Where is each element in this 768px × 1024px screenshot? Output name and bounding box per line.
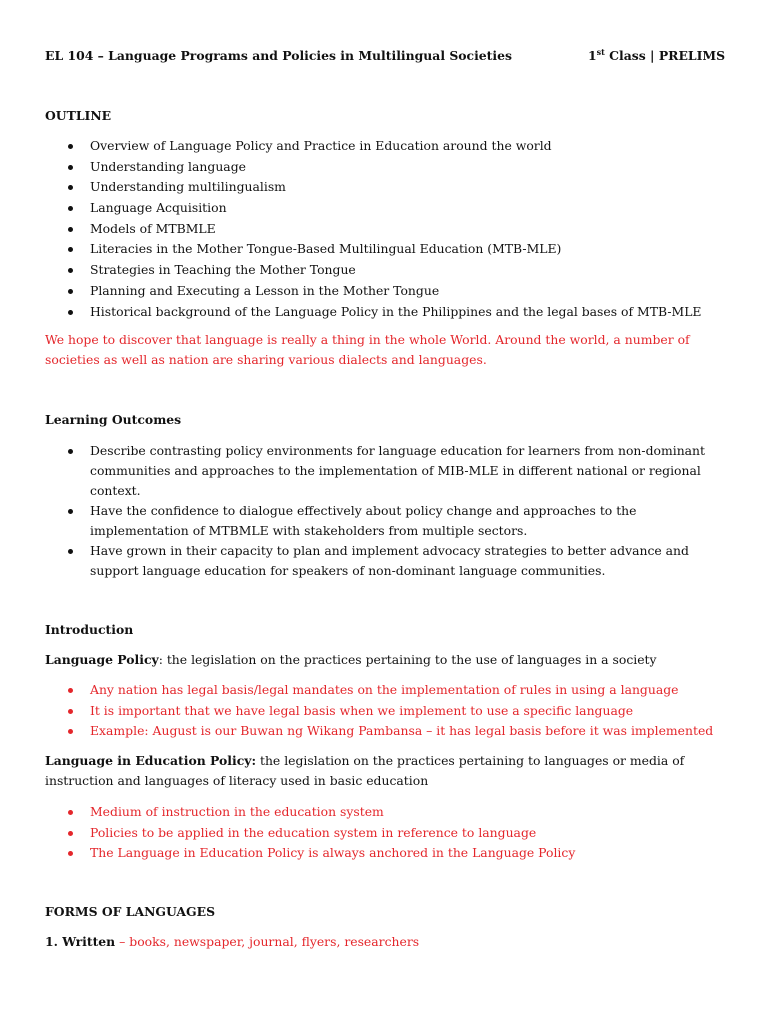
list-item xyxy=(45,541,745,581)
list-item: It is important that we have legal basis when we implement to use a specific language xyxy=(45,701,745,721)
learning-outcomes-list xyxy=(45,441,745,581)
item-line: Describe contrasting policy environments for language education for learners from non-dominant xyxy=(90,443,706,458)
definition-line: instruction and languages of literacy used in basic education xyxy=(45,773,429,788)
learning-outcomes-heading: Learning Outcomes xyxy=(45,412,182,427)
definition: the legislation on the practices pertaining to languages or media of xyxy=(256,753,685,768)
definition-line xyxy=(45,751,735,771)
item-line: communities and approaches to the implementation of MIB-MLE in different national or regional xyxy=(90,463,701,478)
term: Language Policy xyxy=(45,652,159,667)
term: Language in Education Policy: xyxy=(45,753,257,768)
written-examples: – books, newspaper, journal, flyers, researchers xyxy=(115,934,420,949)
class-label xyxy=(588,46,725,66)
item-line: Have the confidence to dialogue effectively about policy change and approaches to the xyxy=(90,503,637,518)
course-title: EL 104 – Language Programs and Policies in Multilingual Societies xyxy=(45,48,512,63)
list-item: Language Acquisition xyxy=(45,198,745,218)
class-number: 1 xyxy=(588,48,597,63)
list-item: Historical background of the Language Policy in the Philippines and the legal bases of MTB-MLE xyxy=(45,302,745,322)
list-item: Planning and Executing a Lesson in the Mother Tongue xyxy=(45,281,745,301)
item-line: context. xyxy=(90,483,141,498)
outline-list xyxy=(45,136,745,322)
list-item: Literacies in the Mother Tongue-Based Multilingual Education (MTB-MLE) xyxy=(45,239,745,259)
list-item: The Language in Education Policy is always anchored in the Language Policy xyxy=(45,843,745,863)
item-line: implementation of MTBMLE with stakeholders from multiple sectors. xyxy=(90,523,528,538)
outline-note xyxy=(45,330,735,370)
list-item: Policies to be applied in the education system in reference to language xyxy=(45,823,745,843)
note-line: We hope to discover that language is really a thing in the whole World. Around the world, a number of xyxy=(45,332,690,347)
class-term: Class | PRELIMS xyxy=(604,48,726,63)
written-form xyxy=(45,932,735,952)
definition: : the legislation on the practices pertaining to the use of languages in a society xyxy=(158,652,657,667)
list-item: Understanding multilingualism xyxy=(45,177,745,197)
note-line: societies as well as nation are sharing various dialects and languages. xyxy=(45,352,487,367)
forms-heading: FORMS OF LANGUAGES xyxy=(45,904,216,919)
item-line: Have grown in their capacity to plan and implement advocacy strategies to better advance and xyxy=(90,543,689,558)
written-label: 1. Written xyxy=(45,934,116,949)
education-policy-notes xyxy=(45,802,745,863)
list-item: Understanding language xyxy=(45,157,745,177)
class-ordinal: st xyxy=(596,47,605,57)
list-item xyxy=(45,441,745,501)
item-line: support language education for speakers of non-dominant language communities. xyxy=(90,563,606,578)
list-item: Models of MTBMLE xyxy=(45,219,745,239)
list-item: Overview of Language Policy and Practice in Education around the world xyxy=(45,136,745,156)
language-policy-definition xyxy=(45,650,735,670)
introduction-heading: Introduction xyxy=(45,622,134,637)
outline-heading: OUTLINE xyxy=(45,108,112,123)
list-item: Any nation has legal basis/legal mandates on the implementation of rules in using a language xyxy=(45,680,745,700)
list-item: Medium of instruction in the education system xyxy=(45,802,745,822)
list-item: Example: August is our Buwan ng Wikang Pambansa – it has legal basis before it was implemented xyxy=(45,721,745,741)
education-policy-definition xyxy=(45,751,735,791)
language-policy-notes xyxy=(45,680,745,741)
list-item xyxy=(45,501,745,541)
list-item: Strategies in Teaching the Mother Tongue xyxy=(45,260,745,280)
